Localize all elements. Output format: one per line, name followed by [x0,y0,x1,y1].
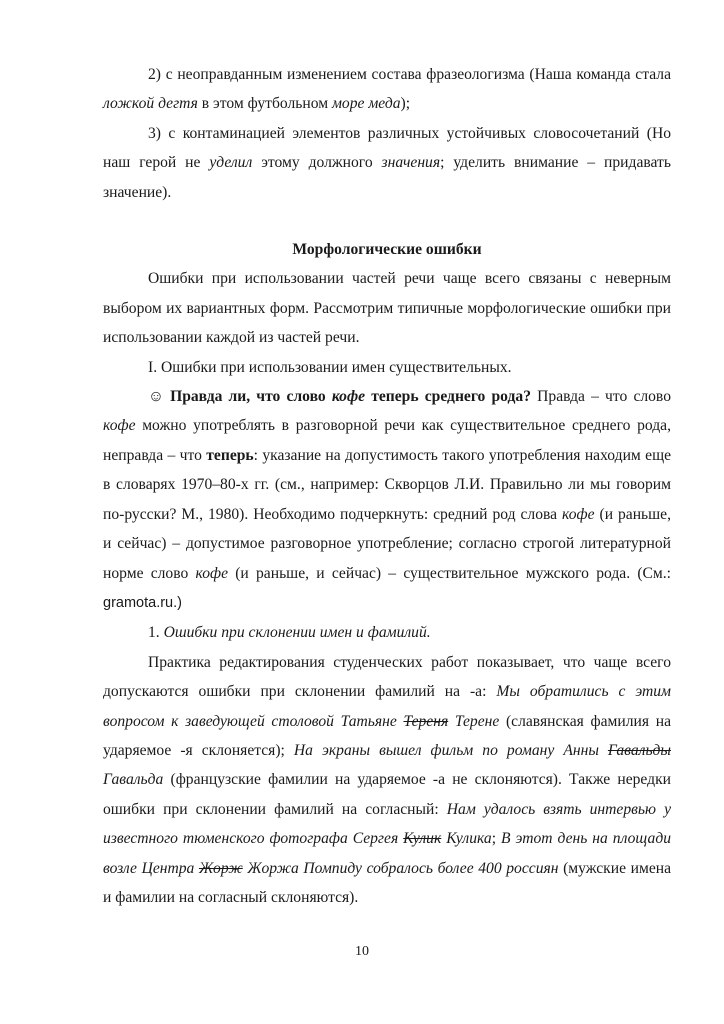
text-run: ; уделить внимание – придавать значение). [103,154,671,201]
paragraph-phraseology-change [103,60,671,119]
paragraph-nouns-heading: I. Ошибки при использовании имен существительных. [148,358,512,376]
section-heading: Морфологические ошибки [292,241,482,259]
bold-word: теперь [206,446,254,464]
text-run: (и раньше, и сейчас) – существительное мужского рода. (См.: [228,564,672,582]
text-run: (и раньше, и сейчас) – допустимое разговорное употребление; согласно строгой литературной норме слово [103,505,671,582]
italic-example: Гавальда [103,771,164,789]
bold-italic-word: кофе [331,388,366,406]
text-run: Правда – что слово [531,388,671,406]
italic-example: В этот день на площади возле Центра [103,830,672,877]
text-run: (французские фамилии на ударяемое -а не склоняются). Также нередки ошибки при склонении фамилий на согласный: [103,771,671,818]
italic-example: Мы обратились с этим вопросом к заведующей столовой Татьяне [103,683,672,730]
text-run: ; [491,830,502,848]
italic-example: На экраны вышел фильм по роману Анны [293,741,608,759]
spacer [103,207,671,235]
text-run: можно употреблять в разговорной речи как существительное среднего рода, неправда – что [103,417,671,464]
text-run: этому должного [252,154,382,172]
text-run: 2) с неоправданным изменением состава фразеологизма (Наша команда стала [148,66,671,83]
gramota-link-text: gramota.ru.) [103,594,182,611]
document-page [103,60,671,912]
struck-word: Жорж [198,859,243,877]
text-run: Практика редактирования студенческих работ показывает, что чаще всего допускаются ошибки при склонении фамилий на -а: [103,653,671,701]
text-run: 3) с контаминацией элементов различных устойчивых словосочетаний (Но наш герой не [103,124,671,172]
italic-example: Кулика [441,830,492,848]
list-number: 1. [148,624,164,642]
smiley-icon: ☺ [148,388,164,406]
italic-example: ложкой дегтя [103,95,198,113]
page-number: 10 [355,944,369,959]
italic-subheading: Ошибки при склонении имен и фамилий. [163,624,431,642]
italic-word: кофе [562,505,595,523]
paragraph-contamination [103,119,671,207]
text-run: : указание на допустимость такого употребления находим еще в словарях 1970–80-х гг. (см., например: Скворцов Л.И. Правильно ли мы говорим по-русски? М., 1980). Необходимо подчеркнуть: средний род слова [103,446,671,523]
text-run: (славянская фамилия на ударяемое -я склоняется); [103,712,671,759]
italic-example: Нам удалось взять интервью у известного тюменского фотографа Сергея [103,800,671,848]
italic-example: значения [381,154,441,172]
paragraph-subheading-declension [103,618,671,647]
bold-question: теперь среднего рода? [365,388,531,406]
struck-word: Кулик [403,830,442,848]
italic-word: кофе [103,417,136,435]
paragraph-coffee [103,382,671,618]
struck-word: Гавальды [607,741,671,759]
italic-example: Терене [448,712,500,730]
paragraph-intro: Ошибки при использовании частей речи чаще всего связаны с неверным выбором их вариантных форм. Рассмотрим типичные морфологические ошибки при использовании каждой из частей речи. [103,270,671,347]
italic-example: море меда [331,95,401,113]
struck-word: Тереня [403,712,449,730]
italic-example: Жоржа Помпиду собралось более 400 россиян [242,859,559,877]
italic-example: уделил [209,154,253,172]
paragraph-declension-examples [103,648,671,913]
text-run: в этом футбольном [197,95,332,113]
text-run: ); [400,95,411,113]
bold-question: Правда ли, что слово [163,388,332,406]
text-run: (мужские имена и фамилии на согласный склоняются). [103,859,672,906]
italic-word: кофе [195,564,229,582]
